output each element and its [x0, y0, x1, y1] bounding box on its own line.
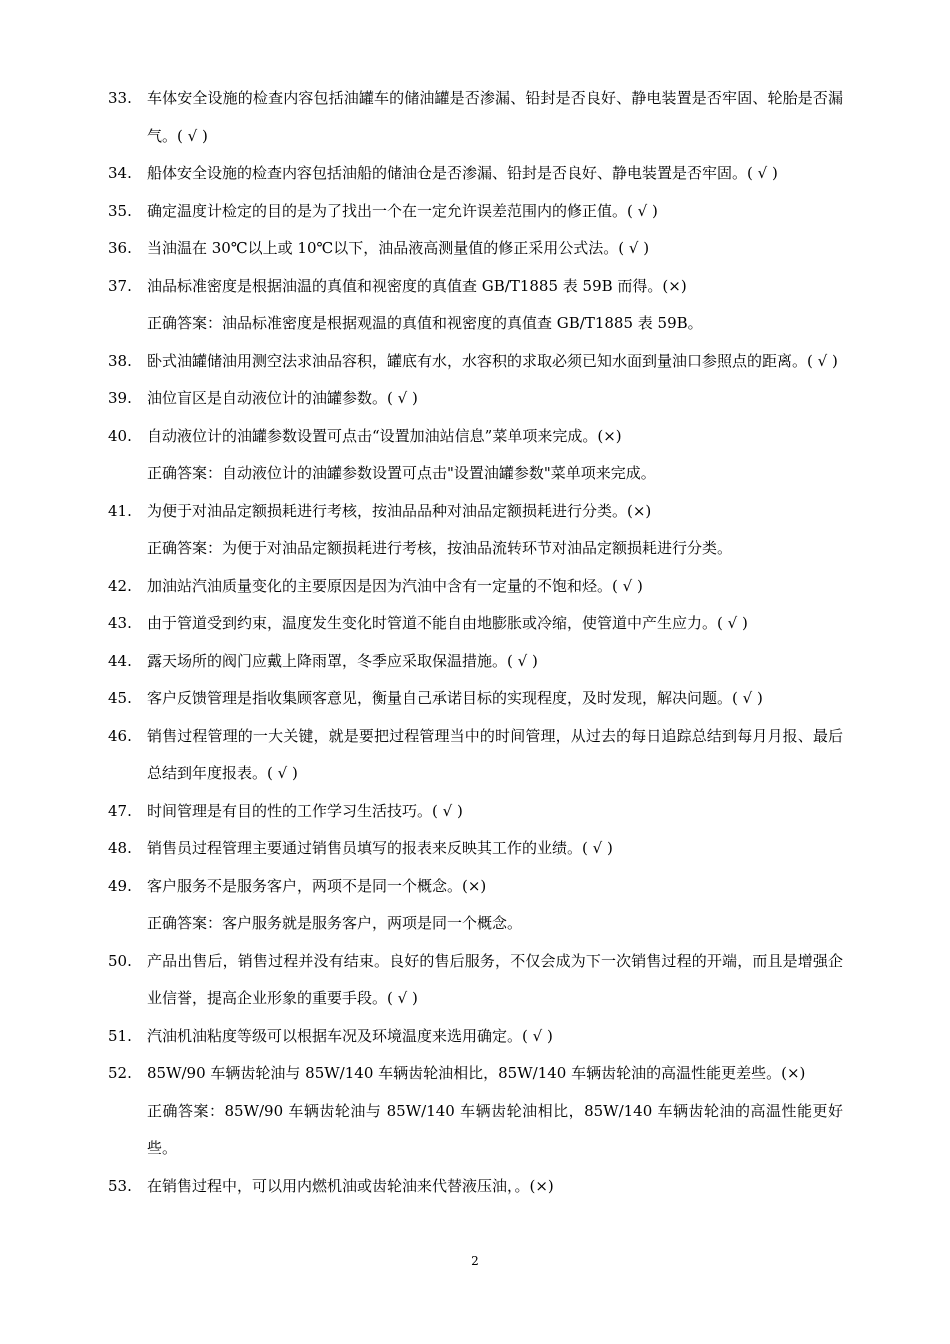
list-item [108, 418, 843, 493]
item-text: 油品标准密度是根据油温的真值和视密度的真值查 GB/T1885 表 59B 而得。(×) [147, 276, 687, 295]
list-item [108, 718, 843, 793]
item-text: 加油站汽油质量变化的主要原因是因为汽油中含有一定量的不饱和烃。( √ ) [147, 576, 643, 595]
item-number: 52. [108, 1064, 132, 1082]
list-item [108, 493, 843, 568]
item-number: 47. [108, 801, 132, 820]
item-number: 50. [108, 951, 132, 970]
item-text: 客户服务不是服务客户，两项不是同一个概念。(×) [147, 876, 487, 895]
list-item [108, 793, 843, 831]
item-number: 45. [108, 689, 132, 707]
item-text: 车体安全设施的检查内容包括油罐车的储油罐是否渗漏、铅封是否良好、静电装置是否牢固、轮胎是否漏气。( √ ) [147, 89, 843, 145]
item-text: 在销售过程中，可以用内燃机油或齿轮油来代替液压油，。(×) [147, 1176, 554, 1195]
list-item [108, 680, 843, 718]
item-number: 46. [108, 726, 132, 745]
item-number: 37. [108, 276, 132, 295]
list-item [108, 380, 843, 418]
item-number: 42. [108, 576, 132, 595]
list-item [108, 1055, 843, 1168]
item-number: 38. [108, 351, 132, 370]
item-text: 船体安全设施的检查内容包括油船的储油仓是否渗漏、铅封是否良好、静电装置是否牢固。( √ ) [147, 164, 778, 182]
list-item [108, 643, 843, 681]
item-number: 53. [108, 1176, 132, 1195]
item-number: 48. [108, 839, 132, 857]
item-text: 自动液位计的油罐参数设置可点击“设置加油站信息”菜单项来完成。(×) [147, 426, 622, 445]
list-item [108, 80, 843, 155]
item-text: 汽油机油粘度等级可以根据车况及环境温度来选用确定。( √ ) [147, 1026, 553, 1045]
item-text: 为便于对油品定额损耗进行考核，按油品品种对油品定额损耗进行分类。(×) [147, 501, 652, 520]
correct-answer: 正确答案：自动液位计的油罐参数设置可点击"设置油罐参数"菜单项来完成。 [147, 464, 656, 482]
page-number: 2 [471, 1254, 479, 1268]
item-text: 由于管道受到约束，温度发生变化时管道不能自由地膨胀或冷缩，使管道中产生应力。( √ ) [147, 614, 748, 632]
list-item [108, 343, 843, 381]
correct-answer: 正确答案：为便于对油品定额损耗进行考核，按油品流转环节对油品定额损耗进行分类。 [147, 539, 733, 557]
item-text: 露天场所的阀门应戴上降雨罩，冬季应采取保温措施。( √ ) [147, 651, 538, 670]
item-text: 销售过程管理的一大关键，就是要把过程管理当中的时间管理，从过去的每日追踪总结到每月月报、最后总结到年度报表。( √ ) [147, 726, 843, 782]
item-number: 44. [108, 651, 132, 670]
item-number: 43. [108, 614, 132, 632]
item-text: 卧式油罐储油用测空法求油品容积，罐底有水，水容积的求取必须已知水面到量油口参照点的距离。( √ ) [147, 351, 838, 370]
item-text: 销售员过程管理主要通过销售员填写的报表来反映其工作的业绩。( √ ) [147, 839, 613, 857]
item-number: 34. [108, 164, 132, 182]
item-text: 85W/90 车辆齿轮油与 85W/140 车辆齿轮油相比，85W/140 车辆齿轮油的高温性能更差些。(×) [147, 1064, 806, 1082]
list-item [108, 193, 843, 231]
list-item [108, 830, 843, 868]
list-item [108, 1168, 843, 1206]
item-number: 40. [108, 426, 132, 445]
list-item [108, 230, 843, 268]
question-list [108, 80, 843, 1205]
item-text: 时间管理是有目的性的工作学习生活技巧。( √ ) [147, 801, 463, 820]
correct-answer: 正确答案：85W/90 车辆齿轮油与 85W/140 车辆齿轮油相比，85W/140 车辆齿轮油的高温性能更好些。 [147, 1101, 843, 1157]
item-number: 41. [108, 501, 132, 520]
item-number: 51. [108, 1026, 132, 1045]
list-item [108, 155, 843, 193]
item-text: 客户反馈管理是指收集顾客意见，衡量自己承诺目标的实现程度，及时发现，解决问题。( √ ) [147, 689, 763, 707]
list-item [108, 568, 843, 606]
item-text: 产品出售后，销售过程并没有结束。良好的售后服务，不仅会成为下一次销售过程的开端，而且是增强企业信誉，提高企业形象的重要手段。( √ ) [147, 951, 843, 1007]
list-item [108, 868, 843, 943]
item-number: 33. [108, 89, 132, 107]
list-item [108, 605, 843, 643]
item-number: 39. [108, 389, 132, 407]
item-text: 油位盲区是自动液位计的油罐参数。( √ ) [147, 389, 418, 407]
item-number: 49. [108, 876, 132, 895]
correct-answer: 正确答案：油品标准密度是根据观温的真值和视密度的真值查 GB/T1885 表 59B。 [147, 314, 703, 332]
list-item [108, 943, 843, 1018]
item-number: 35. [108, 201, 132, 220]
list-item [108, 1018, 843, 1056]
item-number: 36. [108, 239, 132, 257]
item-text: 确定温度计检定的目的是为了找出一个在一定允许误差范围内的修正值。( √ ) [147, 201, 658, 220]
list-item [108, 268, 843, 343]
item-text: 当油温在 30℃以上或 10℃以下，油品液高测量值的修正采用公式法。( √ ) [147, 239, 650, 257]
correct-answer: 正确答案：客户服务就是服务客户，两项是同一个概念。 [147, 914, 523, 932]
